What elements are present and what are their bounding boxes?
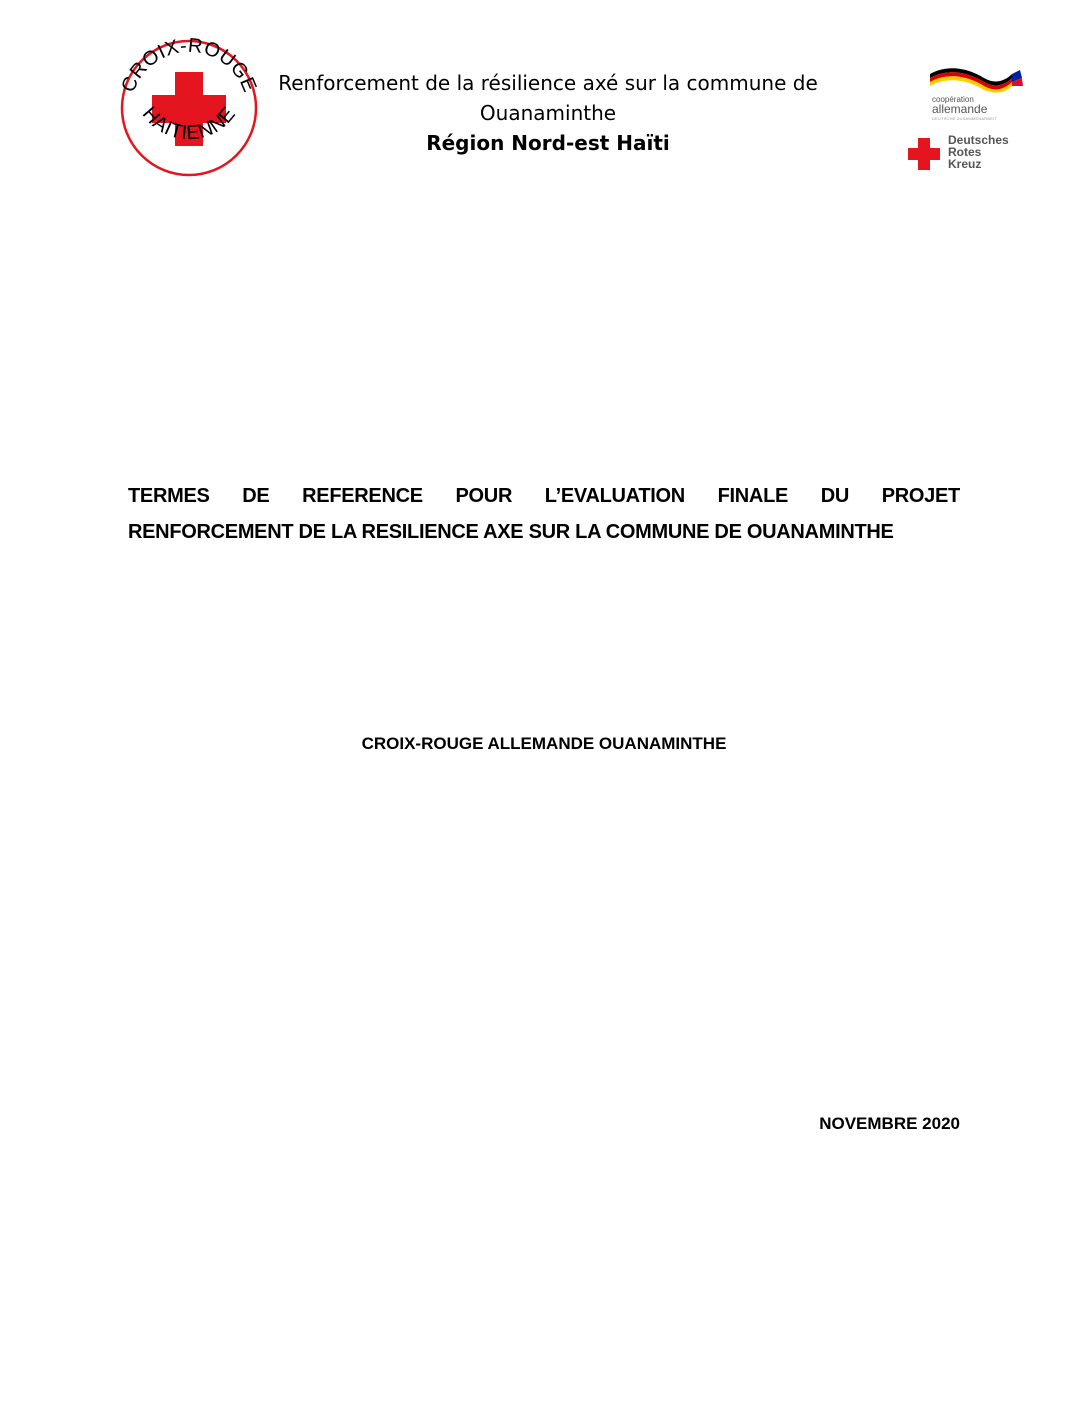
partner-logos [902, 64, 1026, 174]
title-word: FINALE [717, 485, 789, 507]
drk-line-2: Rotes [948, 145, 982, 159]
title-word: REFERENCE [302, 485, 423, 507]
drk-line-1: Deutsches [948, 133, 1009, 147]
title-word: POUR [455, 485, 513, 507]
coop-label-tiny: DEUTSCHE ZUSAMMENARBEIT [932, 116, 998, 121]
logo-top-text: CROIX-ROUGE [117, 38, 261, 96]
title-word: DU [820, 485, 850, 507]
title-word: TERMES [128, 485, 210, 507]
title-line-1 [128, 478, 960, 514]
title-word: DE [242, 485, 270, 507]
drk-red-cross-icon [906, 136, 942, 172]
header-region: Région Nord-est Haïti [426, 131, 670, 155]
organization-name: CROIX-ROUGE ALLEMANDE OUANAMINTHE [361, 734, 727, 753]
header-line-2: Ouanaminthe [479, 101, 617, 125]
title-line-2: RENFORCEMENT DE LA RESILIENCE AXE SUR LA COMMUNE DE OUANAMINTHE [128, 521, 894, 543]
drk-line-3: Kreuz [948, 157, 982, 171]
croix-rouge-haitienne-logo [113, 38, 265, 178]
title-word: PROJET [881, 485, 960, 507]
coop-label-large: allemande [932, 102, 988, 116]
drk-wordmark [948, 134, 1009, 170]
coop-label-small: coopération [932, 95, 974, 104]
header-text [268, 68, 828, 158]
german-cooperation-flag-icon [928, 64, 1024, 94]
logo-bottom-text: HAITIENNE [137, 102, 241, 145]
title-word: L’EVALUATION [544, 485, 685, 507]
document-title [128, 478, 960, 550]
document-date: NOVEMBRE 2020 [819, 1114, 960, 1133]
header-line-1: Renforcement de la résilience axé sur la commune de [278, 71, 818, 95]
